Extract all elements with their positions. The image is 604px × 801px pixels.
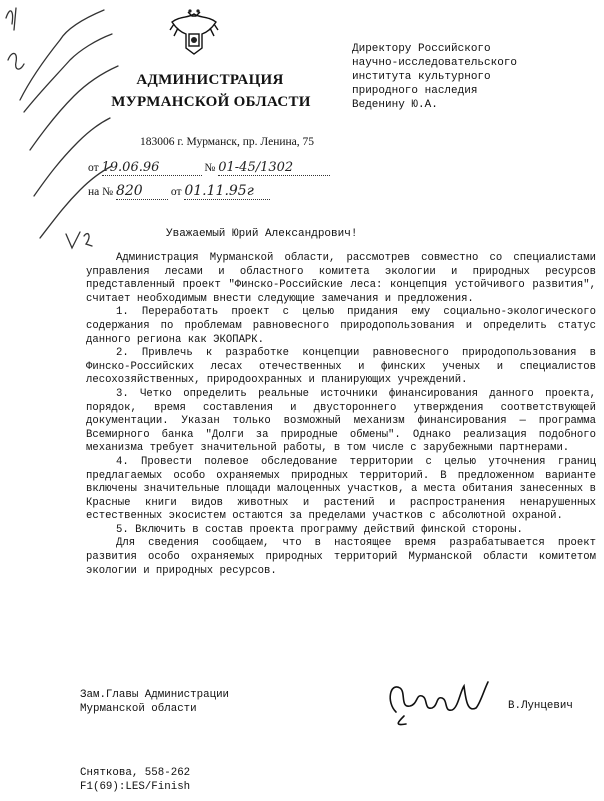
out-number: 01-45/1302 — [218, 160, 330, 176]
file-reference: F1(69):LES/Finish — [80, 781, 191, 793]
in-date: 01.11.95г — [184, 183, 270, 200]
paragraph: Администрация Мурманской области, рассмотрев совместно со специалистами управления лесами и областного комитета экологии и природных ресурсов представленный проект "Финско-Российские леса: концепция устойчивого развития", считает необходимым внести следующие замечания и предложения. — [86, 252, 596, 305]
out-no-label: № — [204, 162, 216, 174]
org-title-line2: МУРМАНСКОЙ ОБЛАСТИ — [111, 94, 311, 110]
paragraph: 3. Четко определить реальные источники финансирования данного проекта, порядок, время составления и двустороннего утверждения соответствующей документации. Указан только возможный механизм финансирования — программа Всемирного банка "Долги за природные обмены". Однако реализация подобного механизма требует значительной работы, в том числе с зарубежными партнерами. — [86, 387, 596, 455]
paragraph: 1. Переработать проект с целью придания ему социально-экологического содержания по проблемам равновесного природопользования и определить статус данного региона как ЭКОПАРК. — [86, 306, 596, 346]
paragraph: Для сведения сообщаем, что в настоящее время разрабатывается проект развития особо охраняемых природных территорий Мурманской области комитетом экологии и природных ресурсов. — [86, 537, 596, 577]
signature-icon — [376, 672, 506, 728]
out-prefix: от — [88, 162, 99, 174]
signer-position-line1: Зам.Главы Администрации — [80, 689, 230, 701]
paragraph: 2. Привлечь к разработке концепции равновесного природопользования в Финско-Российских лесах отечественных и финских ученых и специалистов лесохозяйственных, природоохранных и планирующих учреждений. — [86, 347, 596, 387]
handwritten-resolution-icon — [0, 0, 120, 262]
in-number: 820 — [116, 183, 168, 200]
in-date-label: от — [170, 186, 182, 198]
outgoing-ref — [88, 160, 330, 176]
paragraph: 4. Провести полевое обследование территории с целью уточнения границ предлагаемых особо охраняемых природных территорий. В предложенном варианте включены значительные площади малоценных участков, а места обитания занесенных в Красные книги видов животных и растений и распространения ненарушенных естественных экосистем остаются за пределами участков с абсолютной охраной. — [86, 455, 596, 523]
greeting: Уважаемый Юрий Александрович! — [166, 228, 358, 240]
footer-executor — [80, 766, 190, 794]
out-date: 19.06.96 — [102, 160, 202, 176]
executor-contact: Сняткова, 558-262 — [80, 767, 191, 779]
signer-position-line2: Мурманской области — [80, 703, 197, 715]
org-address: 183006 г. Мурманск, пр. Ленина, 75 — [140, 136, 315, 148]
signer-name: В.Лунцевич — [508, 700, 573, 712]
org-title-line1: АДМИНИСТРАЦИЯ — [136, 72, 284, 88]
signer-position — [80, 688, 229, 716]
letter-body — [86, 252, 596, 578]
paragraph: 5. Включить в состав проекта программу действий финской стороны. — [116, 523, 523, 536]
in-prefix: на № — [88, 186, 114, 198]
recipient-block: Директору Российского научно-исследовательского института культурного природного наследия Веденину Ю.А. — [352, 43, 518, 111]
coat-of-arms-icon — [166, 8, 222, 58]
